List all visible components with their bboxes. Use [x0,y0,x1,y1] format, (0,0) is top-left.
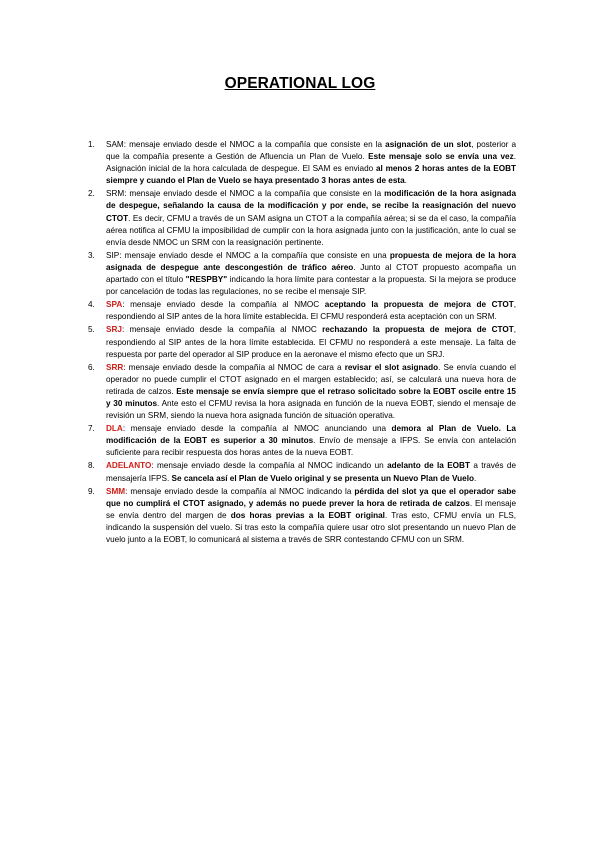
bold-text: pérdida del slot ya que el operador sabe que no cumplirá el CTOT asignado, y además no puede prever la hora de retirada de calzos [106,486,516,508]
bold-text: Este mensaje solo se envía una vez [368,152,514,162]
item-number: 3. [88,250,95,260]
body-text: . [473,473,477,483]
body-text: . Se envía cuando el operador no puede cumplir el CTOT asignado en el margen establecido; así, se calculará una nueva hora de retirada de calzos. [106,362,516,396]
body-text: . Asignación inicial de la hora calculada de despegue. El SAM es enviado [106,152,516,174]
item-number: 1. [88,140,95,149]
body-text: , posterior a que la compañía presente a Gestión de Afluencia un Plan de Vuelo. [106,140,516,162]
list-item [88,460,516,484]
list-item [88,299,516,323]
body-text: . Ante esto el CFMU revisa la hora asignada en función de la nueva EOBT, siendo el mensaje de revisión un SRM, siendo la nueva hora asignada función de situación operativa. [106,398,516,421]
bold-text: rechazando la propuesta de mejora de CTOT [322,325,514,335]
bold-text: Este mensaje se envía siempre que el retraso solicitado sobre la EOBT oscile entre 15 y 30 minutos [106,386,516,408]
body-text: . Tras esto, CFMU envía un FLS, indicando la suspensión del vuelo. Si tras esto la compañía quiere usar otro slot presentando un nuevo Plan de vuelo junto a la EOBT, lo comunicará al sistema a través de SRR contestando CFMU con un SRM. [106,510,517,544]
bold-text: demora al Plan de Vuelo. La modificación de la EOBT es superior a 30 minutos [106,424,516,446]
list-item [88,423,516,459]
message-code: SRJ [106,325,122,335]
bold-text: aceptando la propuesta de mejora de CTOT [324,300,514,310]
body-text: . El mensaje se envía dentro del margen de [106,498,516,520]
bold-text: asignación de un slot [385,140,472,149]
message-code: SMM [106,486,126,496]
item-number: 9. [88,486,95,496]
bold-text: modificación de la hora asignada de despegue, señalando la causa de la modificación y por ende, se recibe la reasignación del nuevo CTOT [106,189,516,223]
message-code: SPA [106,300,123,310]
item-number: 7. [88,424,95,434]
body-text: , respondiendo al SIP antes de la hora límite establecida. El CFMU responderá esta aceptación con un SRM. [106,300,516,322]
body-text: . [404,176,407,186]
list-item [88,139,516,187]
bold-text: al menos 2 horas antes de la EOBT siempre y cuando el Plan de Vuelo se haya presentado 3 horas antes de esta [106,164,516,186]
body-text: , respondiendo al SIP antes de la hora límite establecida. El CFMU no responderá a este mensaje. La falta de respuesta por parte del operador al SIP produce en la aeronave el mismo efecto que un SRJ. [106,325,516,359]
message-code: SRM [106,189,125,199]
list-item [88,250,517,298]
body-text: : mensaje enviado desde la compañía al NMOC anunciando una [122,424,392,434]
body-text: : mensaje enviado desde el NMOC a la compañía que consiste en la [124,189,385,199]
list-item [88,486,517,546]
bold-text: revisar el slot asignado [344,362,439,372]
message-list [88,139,517,547]
bold-text: Se cancela así el Plan de Vuelo original y se presenta un Nuevo Plan de Vuelo [171,473,474,483]
body-text: . Es decir, CFMU a través de un SAM asigna un CTOT a la compañía aérea; si se da el caso, la compañía aérea notifica al CFMU la imposibilidad de cumplir con la hora asignada junto con la justificación, ante lo cual se envía desde NMOC un SRM con la reasignación pertinente. [106,213,516,247]
body-text: : mensaje enviado desde la compañía al NMOC indicando la [125,486,355,496]
page-title: OPERATIONAL LOG [224,75,376,92]
body-text: : mensaje enviado desde la compañía al NMOC indicando un [151,461,388,471]
bold-text: propuesta de mejora de la hora asignada de despegue ante descongestión de tráfico aéreo [106,250,517,272]
list-item [88,188,516,248]
body-text: : mensaje enviado desde el NMOC a la compañía que consiste en la [123,140,386,149]
body-text: indicando la hora límite para contestar a la propuesta. Si la mejora se produce por cancelación de todas las regulaciones, no se recibe el mensaje SIP. [106,275,516,297]
message-code: DLA [106,424,123,434]
body-text: : mensaje enviado desde la compañía al NMOC [121,325,323,335]
body-text: : mensaje enviado desde la compañía al NMOC [122,300,325,310]
body-text: : mensaje enviado desde el NMOC a la compañía que consiste en una [119,250,390,260]
message-code: ADELANTO [106,461,152,471]
item-number: 8. [88,461,95,471]
list-item [88,362,516,422]
bold-text: adelanto de la EOBT [387,461,470,471]
message-code: SIP [106,250,120,260]
body-text: . Envío de mensaje a IFPS. Se envía con antelación suficiente para recibir respuesta dos horas antes de la nueva EOBT. [106,436,516,458]
list-item [88,324,516,360]
bold-text: "RESPBY" [185,275,228,285]
message-code: SRR [106,362,124,372]
message-code: SAM [106,140,124,149]
item-number: 6. [88,362,95,372]
item-number: 5. [88,325,95,335]
item-number: 2. [88,189,95,199]
body-text: : mensaje enviado desde la compañía al NMOC de cara a [123,362,345,372]
bold-text: dos horas previas a la EOBT original [230,510,385,520]
body-text: . Junto al CTOT propuesto acompaña un apartado con el título [106,262,516,285]
item-number: 4. [88,300,95,310]
body-text: a través de mensajería IFPS. [106,461,516,483]
